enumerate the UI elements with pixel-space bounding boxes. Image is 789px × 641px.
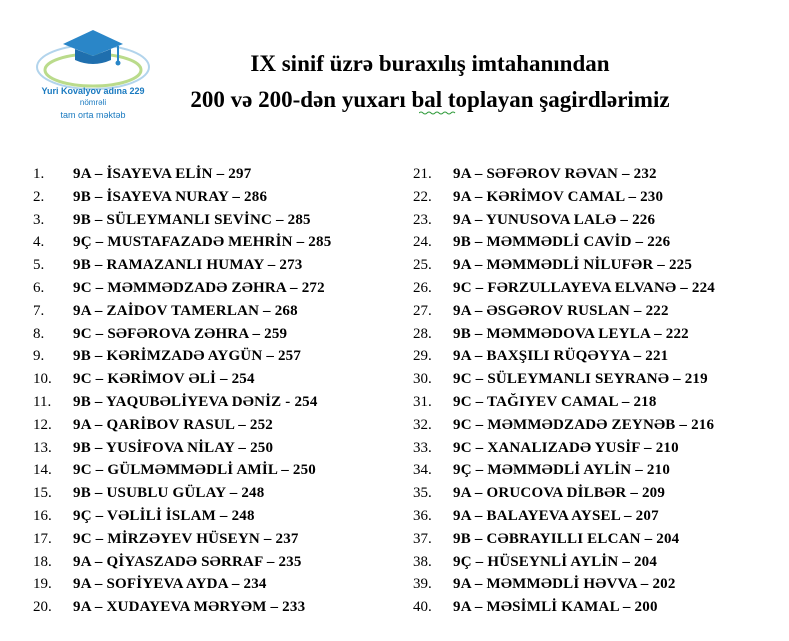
list-item-number: 39. xyxy=(413,576,432,593)
list-item-student: 9B – YUSİFOVA NİLAY – 250 xyxy=(73,439,274,456)
list-item-student: 9B – SÜLEYMANLI SEVİNC – 285 xyxy=(73,211,311,228)
list-item-student: 9B – USUBLU GÜLAY – 248 xyxy=(73,485,265,502)
page-title-line1: IX sinif üzrə buraxılış imtahanından xyxy=(250,51,610,76)
list-item-student: 9A – SƏFƏROV RƏVAN – 232 xyxy=(453,166,657,182)
list-item-number: 27. xyxy=(413,302,432,319)
list-item-student: 9A – ZAİDOV TAMERLAN – 268 xyxy=(73,302,298,319)
list-item-number: 10. xyxy=(33,371,52,388)
list-item-student: 9B – YAQUBƏLİYEVA DƏNİZ - 254 xyxy=(73,393,318,410)
list-item-student: 9A – İSAYEVA ELİN – 297 xyxy=(73,166,252,182)
list-item xyxy=(413,391,715,414)
list-item xyxy=(413,596,715,619)
list-item-number: 40. xyxy=(413,599,432,616)
list-item xyxy=(33,277,331,300)
list-item-number: 16. xyxy=(33,507,52,524)
list-item-student: 9A – BAXŞILI RÜQƏYYA – 221 xyxy=(453,348,669,365)
list-item xyxy=(33,209,331,232)
list-item-student: 9C – FƏRZULLAYEVA ELVANƏ – 224 xyxy=(453,279,715,296)
list-item-number: 6. xyxy=(33,279,45,296)
list-item-number: 21. xyxy=(413,166,432,182)
list-item-number: 19. xyxy=(33,576,52,593)
list-item-student: 9A – QİYASZADƏ SƏRRAF – 235 xyxy=(73,553,302,570)
list-item-number: 24. xyxy=(413,234,432,251)
list-item xyxy=(413,414,715,437)
list-item-student: 9C – SÜLEYMANLI SEYRANƏ – 219 xyxy=(453,371,708,388)
list-item xyxy=(33,596,331,619)
list-item-student: 9B – MƏMMƏDOVA LEYLA – 222 xyxy=(453,325,689,342)
list-item-student: 9C – MƏMMƏDZADƏ ZEYNƏB – 216 xyxy=(453,416,715,433)
list-item xyxy=(413,209,715,232)
list-item xyxy=(413,528,715,551)
list-item-number: 20. xyxy=(33,599,52,616)
list-item-number: 13. xyxy=(33,439,52,456)
logo-number-label: nömrəli xyxy=(79,98,107,107)
list-item xyxy=(33,345,331,368)
list-item xyxy=(33,505,331,528)
list-item xyxy=(33,300,331,323)
list-item xyxy=(33,482,331,505)
list-item-student: 9A – BALAYEVA AYSEL – 207 xyxy=(453,507,659,524)
list-item xyxy=(33,459,331,482)
school-logo xyxy=(28,22,158,132)
list-item-student: 9A – QARİBOV RASUL – 252 xyxy=(73,416,273,433)
list-item xyxy=(33,254,331,277)
logo-school-name: Yuri Kovalyov adına 229 xyxy=(41,86,145,96)
list-item-number: 29. xyxy=(413,348,432,365)
list-item xyxy=(33,368,331,391)
list-item xyxy=(413,459,715,482)
list-item xyxy=(413,482,715,505)
list-item-number: 31. xyxy=(413,393,432,410)
list-item xyxy=(33,573,331,596)
list-item-number: 12. xyxy=(33,416,52,433)
list-item-number: 8. xyxy=(33,325,45,342)
list-item-number: 4. xyxy=(33,234,45,251)
list-item-number: 5. xyxy=(33,257,45,274)
list-item-student: 9C – KƏRİMOV ƏLİ – 254 xyxy=(73,371,255,388)
list-item xyxy=(33,163,331,186)
list-item-number: 32. xyxy=(413,416,432,433)
student-list-right xyxy=(413,163,715,619)
list-item-student: 9A – MƏMMƏDLİ HƏVVA – 202 xyxy=(453,576,676,593)
list-item-number: 3. xyxy=(33,211,45,228)
list-item xyxy=(33,414,331,437)
list-item-student: 9C – SƏFƏROVA ZƏHRA – 259 xyxy=(73,325,288,342)
list-item xyxy=(413,437,715,460)
list-item-number: 2. xyxy=(33,188,45,205)
list-item xyxy=(33,323,331,346)
spellcheck-underline xyxy=(419,111,457,115)
list-item-number: 18. xyxy=(33,553,52,570)
list-item xyxy=(33,528,331,551)
list-item xyxy=(413,573,715,596)
student-list-left xyxy=(33,163,331,619)
list-item-number: 28. xyxy=(413,325,432,342)
list-item-student: 9B – KƏRİMZADƏ AYGÜN – 257 xyxy=(73,348,302,365)
list-item-number: 11. xyxy=(33,393,52,410)
list-item-number: 15. xyxy=(33,485,52,502)
list-item-student: 9C – XANALIZADƏ YUSİF – 210 xyxy=(453,439,679,456)
list-item xyxy=(33,391,331,414)
list-item-student: 9Ç – VƏLİLİ İSLAM – 248 xyxy=(73,507,255,524)
list-item-number: 37. xyxy=(413,530,432,547)
list-item-student: 9A – KƏRİMOV CAMAL – 230 xyxy=(453,188,664,205)
list-item xyxy=(413,186,715,209)
list-item-number: 30. xyxy=(413,371,432,388)
list-item-number: 38. xyxy=(413,553,432,570)
list-item-student: 9A – MƏMMƏDLİ NİLUFƏR – 225 xyxy=(453,257,693,274)
list-item xyxy=(33,186,331,209)
page-title-line2: 200 və 200-dən yuxarı bal toplayan şagirdlərimiz xyxy=(190,87,670,112)
list-item-student: 9B – İSAYEVA NURAY – 286 xyxy=(73,188,268,205)
list-item-number: 22. xyxy=(413,188,432,205)
list-item-student: 9B – CƏBRAYILLI ELCAN – 204 xyxy=(453,530,680,547)
list-item xyxy=(33,437,331,460)
list-item xyxy=(413,300,715,323)
logo-school-type: tam orta məktəb xyxy=(60,110,126,120)
list-item xyxy=(413,231,715,254)
list-item-student: 9A – ORUCOVA DİLBƏR – 209 xyxy=(453,485,666,502)
list-item xyxy=(33,231,331,254)
list-item-student: 9C – GÜLMƏMMƏDLİ AMİL – 250 xyxy=(73,462,316,479)
list-item-number: 35. xyxy=(413,485,432,502)
list-item-student: 9B – RAMAZANLI HUMAY – 273 xyxy=(73,257,303,274)
list-item xyxy=(413,163,715,186)
list-item-number: 1. xyxy=(33,166,45,182)
list-item-student: 9A – XUDAYEVA MƏRYƏM – 233 xyxy=(73,599,306,616)
list-item-number: 23. xyxy=(413,211,432,228)
list-item xyxy=(413,277,715,300)
list-item-number: 34. xyxy=(413,462,432,479)
list-item-student: 9C – TAĞIYEV CAMAL – 218 xyxy=(453,393,657,410)
list-item-number: 7. xyxy=(33,302,45,319)
list-item-student: 9Ç – HÜSEYNLİ AYLİN – 204 xyxy=(453,553,658,570)
list-item-student: 9A – YUNUSOVA LALƏ – 226 xyxy=(453,211,656,228)
list-item xyxy=(413,345,715,368)
list-item xyxy=(413,505,715,528)
list-item-student: 9C – MİRZƏYEV HÜSEYN – 237 xyxy=(73,530,299,547)
list-item xyxy=(413,254,715,277)
list-item-number: 26. xyxy=(413,279,432,296)
list-item-student: 9C – MƏMMƏDZADƏ ZƏHRA – 272 xyxy=(73,279,325,296)
list-item-student: 9A – SOFİYEVA AYDA – 234 xyxy=(73,576,267,593)
list-item xyxy=(33,551,331,574)
graduation-cap-icon xyxy=(28,22,158,92)
list-item-number: 25. xyxy=(413,257,432,274)
list-item-student: 9B – MƏMMƏDLİ CAVİD – 226 xyxy=(453,234,671,251)
list-item-number: 33. xyxy=(413,439,432,456)
list-item-number: 36. xyxy=(413,507,432,524)
list-item-number: 17. xyxy=(33,530,52,547)
list-item xyxy=(413,551,715,574)
list-item-student: 9Ç – MƏMMƏDLİ AYLİN – 210 xyxy=(453,462,671,479)
list-item-student: 9Ç – MUSTAFAZADƏ MEHRİN – 285 xyxy=(73,234,332,251)
list-item-student: 9A – MƏSİMLİ KAMAL – 200 xyxy=(453,599,658,616)
list-item-number: 14. xyxy=(33,462,52,479)
list-item-number: 9. xyxy=(33,348,45,365)
list-item xyxy=(413,323,715,346)
list-item-student: 9A – ƏSGƏROV RUSLAN – 222 xyxy=(453,302,669,319)
list-item xyxy=(413,368,715,391)
